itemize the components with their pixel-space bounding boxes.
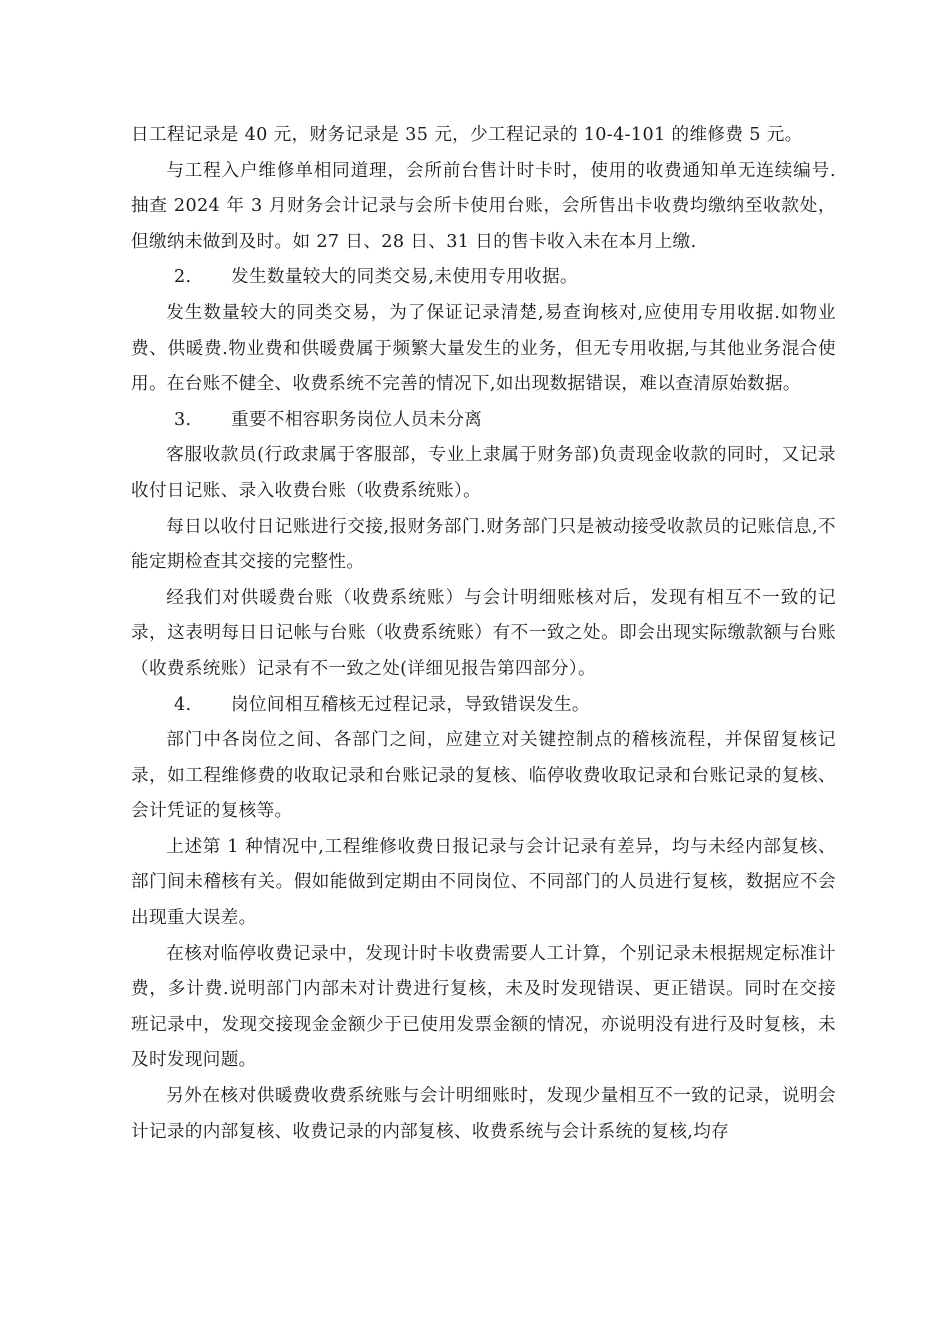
section-number: 2.	[174, 267, 192, 288]
document-body	[131, 118, 836, 1150]
paragraph: 客服收款员(行政隶属于客服部，专业上隶属于财务部)负责现金收款的同时，又记录收付日记账、录入收费台账（收费系统账）。	[131, 445, 836, 501]
section-number: 4.	[174, 694, 192, 715]
paragraph: 部门中各岗位之间、各部门之间，应建立对关键控制点的稽核流程，并保留复核记录，如工程维修费的收取记录和台账记录的复核、临停收费收取记录和台账记录的复核、会计凭证的复核等。	[131, 730, 836, 822]
paragraph: 经我们对供暖费台账（收费系统账）与会计明细账核对后，发现有相互不一致的记录，这表明每日日记帐与台账（收费系统账）有不一致之处。即会出现实际缴款额与台账（收费系统账）记录有不一致之处(详细见报告第四部分）。	[131, 587, 836, 679]
paragraph: 与工程入户维修单相同道理，会所前台售计时卡时，使用的收费通知单无连续编号.抽查 2024 年 3 月财务会计记录与会所卡使用台账，会所售出卡收费均缴纳至收款处，但缴纳未做到及时。如 27 日、28 日、31 日的售卡收入未在本月上缴.	[131, 160, 836, 252]
section-title: 发生数量较大的同类交易,未使用专用收据。	[231, 267, 578, 288]
paragraph: 每日以收付日记账进行交接,报财务部门.财务部门只是被动接受收款员的记账信息,不能定期检查其交接的完整性。	[131, 516, 836, 573]
paragraph: 另外在核对供暖费收费系统账与会计明细账时，发现少量相互不一致的记录，说明会计记录的内部复核、收费记录的内部复核、收费系统与会计系统的复核,均存	[131, 1086, 836, 1142]
paragraph: 发生数量较大的同类交易，为了保证记录清楚,易查询核对,应使用专用收据.如物业费、供暖费.物业费和供暖费属于频繁大量发生的业务，但无专用收据,与其他业务混合使用。在台账不健全、收费系统不完善的情况下,如出现数据错误，难以查清原始数据。	[131, 302, 836, 395]
paragraph: 日工程记录是 40 元，财务记录是 35 元，少工程记录的 10-4-101 的维修费 5 元。	[131, 125, 803, 145]
section-heading	[131, 260, 836, 296]
section-heading	[131, 403, 836, 439]
section-title: 岗位间相互稽核无过程记录，导致错误发生。	[231, 694, 590, 715]
paragraph: 在核对临停收费记录中，发现计时卡收费需要人工计算，个别记录未根据规定标准计费，多计费.说明部门内部未对计费进行复核，未及时发现错误、更正错误。同时在交接班记录中，发现交接现金金额少于已使用发票金额的情况，亦说明没有进行及时复核，未及时发现问题。	[131, 943, 836, 1071]
paragraph: 上述第 1 种情况中,工程维修收费日报记录与会计记录有差异，均与未经内部复核、部门间未稽核有关。假如能做到定期由不同岗位、不同部门的人员进行复核，数据应不会出现重大误差。	[131, 836, 836, 929]
section-heading	[131, 688, 836, 724]
section-title: 重要不相容职务岗位人员未分离	[231, 409, 483, 430]
section-number: 3.	[174, 409, 192, 430]
